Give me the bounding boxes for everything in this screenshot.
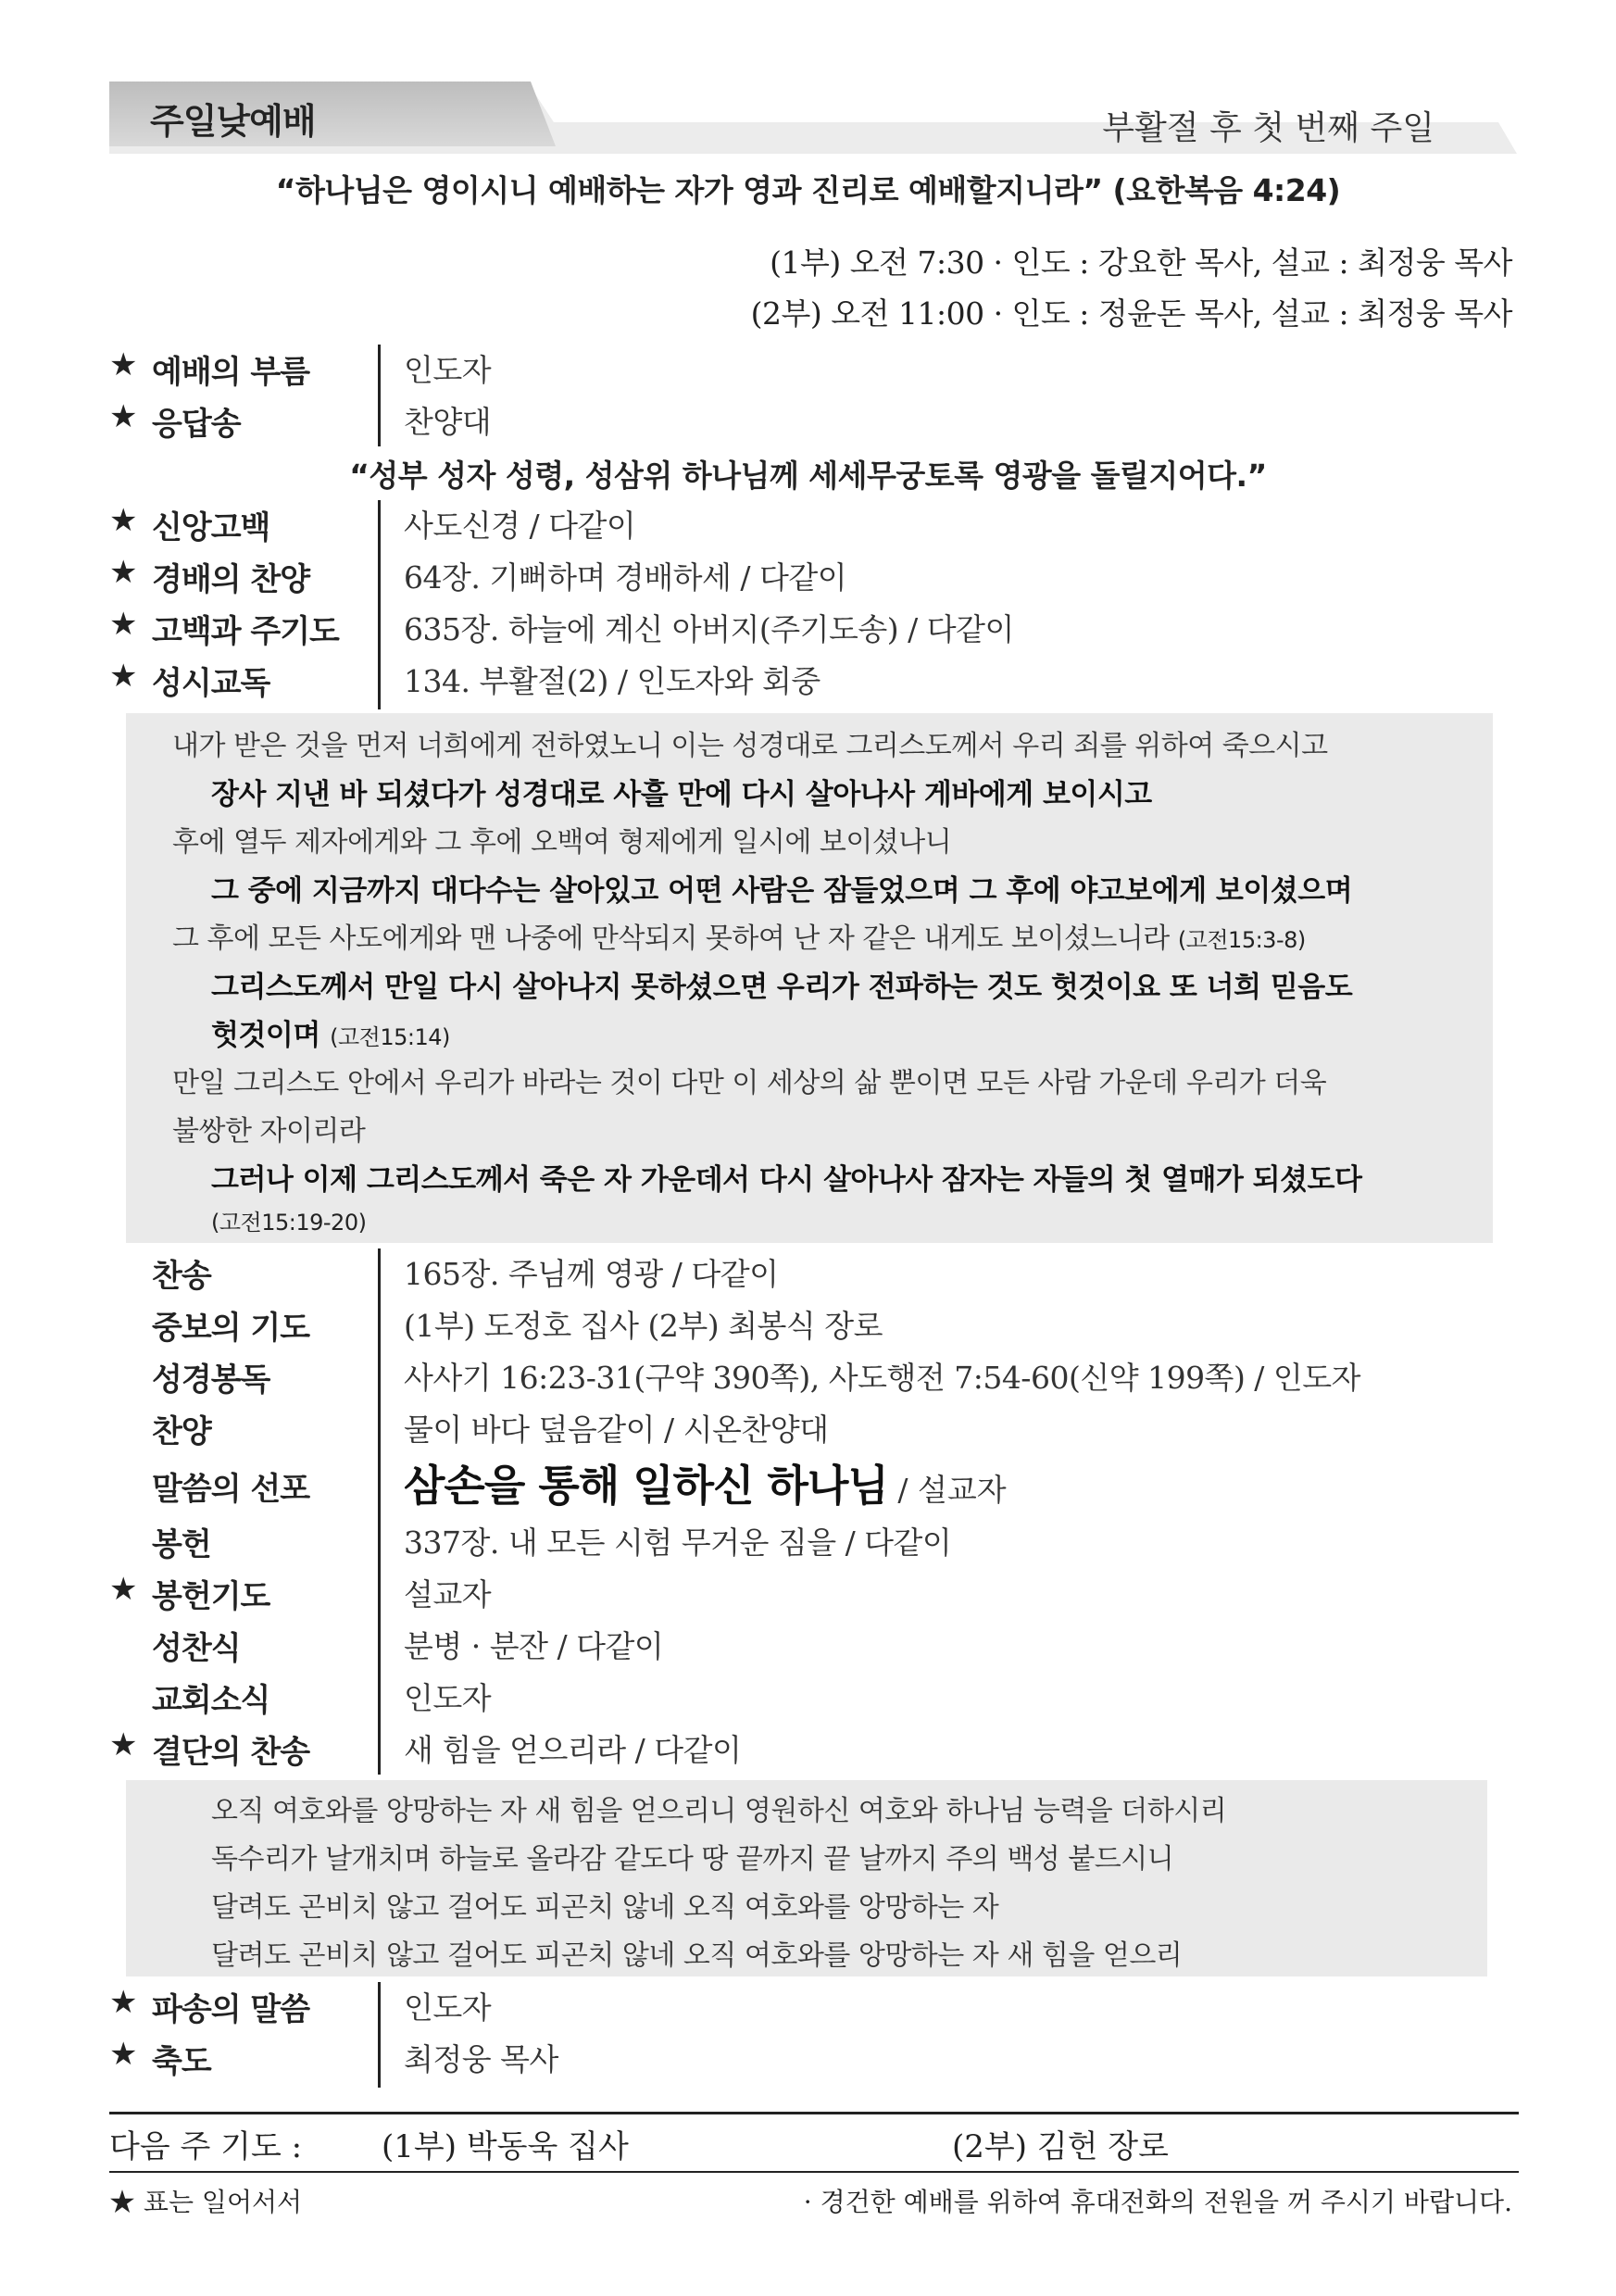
next-week-prayer-first: (1부) 박동욱 집사 (382, 2128, 629, 2165)
next-week-prayer-second: (2부) 김헌 장로 (952, 2128, 1169, 2165)
lyric-line: 달려도 곤비치 않고 걸어도 피곤치 않네 오직 여호와를 앙망하는 자 새 힘을 얻으리 (211, 1939, 1183, 1972)
order-label: 파송의 말씀 (152, 1991, 310, 2028)
order-label: 신앙고백 (152, 509, 270, 546)
sermon-title: 삼손을 통해 일하신 하나님 (404, 1461, 888, 1511)
order-label: 축도 (152, 2043, 211, 2080)
service-subtitle: 부활절 후 첫 번째 주일 (1102, 109, 1434, 147)
order-item-offering (0, 1519, 1616, 1571)
order-value: 최정웅 목사 (404, 2041, 558, 2077)
order-label: 성시교독 (152, 665, 270, 702)
order-value: 인도자 (404, 352, 492, 388)
order-label: 찬양 (152, 1413, 211, 1450)
order-value: 설교자 (404, 1576, 492, 1612)
order-value: 인도자 (404, 1680, 492, 1716)
standing-star-icon: ★ (109, 1571, 138, 1608)
order-label: 응답송 (152, 406, 241, 443)
standing-star-icon: ★ (109, 2036, 138, 2073)
order-value: 사사기 16:23-31(구약 390쪽), 사도행전 7:54-60(신약 199쪽) / 인도자 (404, 1360, 1361, 1396)
reading-line: 그러나 이제 그리스도께서 죽은 자 가운데서 다시 살아나사 잠자는 자들의 첫 열매가 되셨도다 (211, 1163, 1362, 1197)
order-value: (1부) 도정호 집사 (2부) 최봉식 장로 (404, 1308, 883, 1344)
standing-note: ★ 표는 일어서서 (109, 2187, 303, 2217)
order-item-closing-hymn (0, 1726, 1616, 1778)
reading-line (211, 1011, 450, 1053)
order-value: 635장. 하늘에 계신 아버지(주기도송) / 다같이 (404, 611, 1014, 647)
order-value: 64장. 기뻐하며 경배하세 / 다같이 (404, 559, 847, 596)
order-label: 성찬식 (152, 1630, 241, 1667)
order-item-benediction (0, 2036, 1616, 2088)
order-value: 인도자 (404, 1989, 492, 2026)
order-label: 말씀의 선포 (152, 1471, 310, 1508)
reading-line: 그 중에 지금까지 대다수는 살아있고 어떤 사람은 잠들었으며 그 후에 야고보에게 보이셨으며 (211, 874, 1353, 908)
order-label: 예배의 부름 (152, 354, 310, 391)
order-item-response-song (0, 398, 1616, 450)
standing-star-icon: ★ (109, 1984, 138, 2021)
standing-star-icon: ★ (109, 502, 138, 539)
lyric-line: 달려도 곤비치 않고 걸어도 피곤치 않네 오직 여호와를 앙망하는 자 (211, 1891, 999, 1924)
order-label: 경배의 찬양 (152, 561, 310, 598)
order-item-praise (0, 554, 1616, 606)
standing-star-icon: ★ (109, 398, 138, 435)
theme-verse: “하나님은 영이시니 예배하는 자가 영과 진리로 예배할지니라” (요한복음 4:24) (275, 172, 1341, 208)
standing-star-icon: ★ (109, 606, 138, 643)
lyric-line: 독수리가 날개치며 하늘로 올라감 같도다 땅 끝까지 끝 날까지 주의 백성 붙드시니 (211, 1843, 1174, 1876)
footer-rule-top (109, 2112, 1519, 2114)
footer-rule-bottom (109, 2171, 1519, 2173)
reading-line: 만일 그리스도 안에서 우리가 바라는 것이 다만 이 세상의 삶 뿐이면 모든 사람 가운데 우리가 더욱 (172, 1067, 1327, 1099)
reading-text: 헛것이며 (211, 1019, 320, 1052)
order-value: 분병 · 분잔 / 다같이 (404, 1628, 664, 1664)
next-week-prayer-label: 다음 주 기도 : (109, 2128, 303, 2165)
order-item-intercession (0, 1302, 1616, 1354)
order-label: 결단의 찬송 (152, 1734, 310, 1771)
order-item-sending-word (0, 1984, 1616, 2036)
sermon-title-line (404, 1452, 1007, 1513)
order-label: 봉헌 (152, 1526, 211, 1563)
reading-line (211, 1204, 366, 1237)
order-value: 사도신경 / 다같이 (404, 508, 636, 544)
order-value: 165장. 주님께 영광 / 다같이 (404, 1256, 779, 1292)
reading-line: 내가 받은 것을 먼저 너희에게 전하였노니 이는 성경대로 그리스도께서 우리 죄를 위하여 죽으시고 (172, 730, 1328, 762)
doxology-text: “성부 성자 성령, 성삼위 하나님께 세세무궁토록 영광을 돌릴지어다.” (349, 458, 1267, 494)
scripture-reference: (고전15:14) (330, 1024, 450, 1050)
reading-line: 장사 지낸 바 되셨다가 성경대로 사흘 만에 다시 살아나사 게바에게 보이시고 (211, 778, 1152, 811)
order-label: 찬송 (152, 1258, 211, 1295)
reading-line: 불쌍한 자이리라 (172, 1115, 366, 1148)
standing-star-icon: ★ (109, 346, 138, 383)
scripture-reference: (고전15:3-8) (1177, 927, 1306, 953)
order-label: 교회소식 (152, 1682, 270, 1719)
order-label: 중보의 기도 (152, 1310, 310, 1347)
order-item-call-to-worship (0, 346, 1616, 398)
order-item-hymn (0, 1250, 1616, 1302)
standing-star-icon: ★ (109, 658, 138, 695)
reading-line: 후에 열두 제자에게와 그 후에 오백여 형제에게 일시에 보이셨나니 (172, 826, 952, 859)
lyric-line: 오직 여호와를 앙망하는 자 새 힘을 얻으리니 영원하신 여호와 하나님 능력을 더하시리 (211, 1795, 1227, 1827)
standing-star-icon: ★ (109, 554, 138, 591)
order-item-responsive-reading (0, 658, 1616, 709)
phone-notice: · 경건한 예배를 위하여 휴대전화의 전원을 꺼 주시기 바랍니다. (803, 2187, 1512, 2217)
sermon-preacher: / 설교자 (887, 1472, 1007, 1508)
scripture-reference: (고전15:19-20) (211, 1210, 367, 1236)
order-item-lords-prayer (0, 606, 1616, 658)
order-value: 찬양대 (404, 404, 492, 440)
order-item-offering-prayer (0, 1571, 1616, 1623)
order-label: 성경봉독 (152, 1361, 270, 1399)
reading-text: 그 후에 모든 사도에게와 맨 나중에 만삭되지 못하여 난 자 같은 내게도 보이셨느니라 (172, 922, 1170, 955)
service-title: 주일낮예배 (150, 101, 316, 142)
order-item-scripture-reading (0, 1354, 1616, 1406)
service-time-second: (2부) 오전 11:00 · 인도 : 정윤돈 목사, 설교 : 최정웅 목사 (750, 295, 1512, 332)
order-item-creed (0, 502, 1616, 554)
order-value: 337장. 내 모든 시험 무거운 짐을 / 다같이 (404, 1524, 952, 1561)
order-item-announcements (0, 1675, 1616, 1726)
order-label: 고백과 주기도 (152, 613, 339, 650)
order-value: 물이 바다 덮음같이 / 시온찬양대 (404, 1411, 829, 1448)
order-label: 봉헌기도 (152, 1578, 270, 1615)
order-item-choir (0, 1406, 1616, 1458)
order-value: 134. 부활절(2) / 인도자와 회중 (404, 663, 821, 699)
reading-line (172, 915, 1306, 956)
order-item-communion (0, 1623, 1616, 1675)
standing-star-icon: ★ (109, 1726, 138, 1763)
reading-line: 그리스도께서 만일 다시 살아나지 못하셨으면 우리가 전파하는 것도 헛것이요 또 너희 믿음도 (211, 971, 1353, 1004)
order-value: 새 힘을 얻으리라 / 다같이 (404, 1732, 742, 1768)
service-time-first: (1부) 오전 7:30 · 인도 : 강요한 목사, 설교 : 최정웅 목사 (770, 245, 1512, 281)
